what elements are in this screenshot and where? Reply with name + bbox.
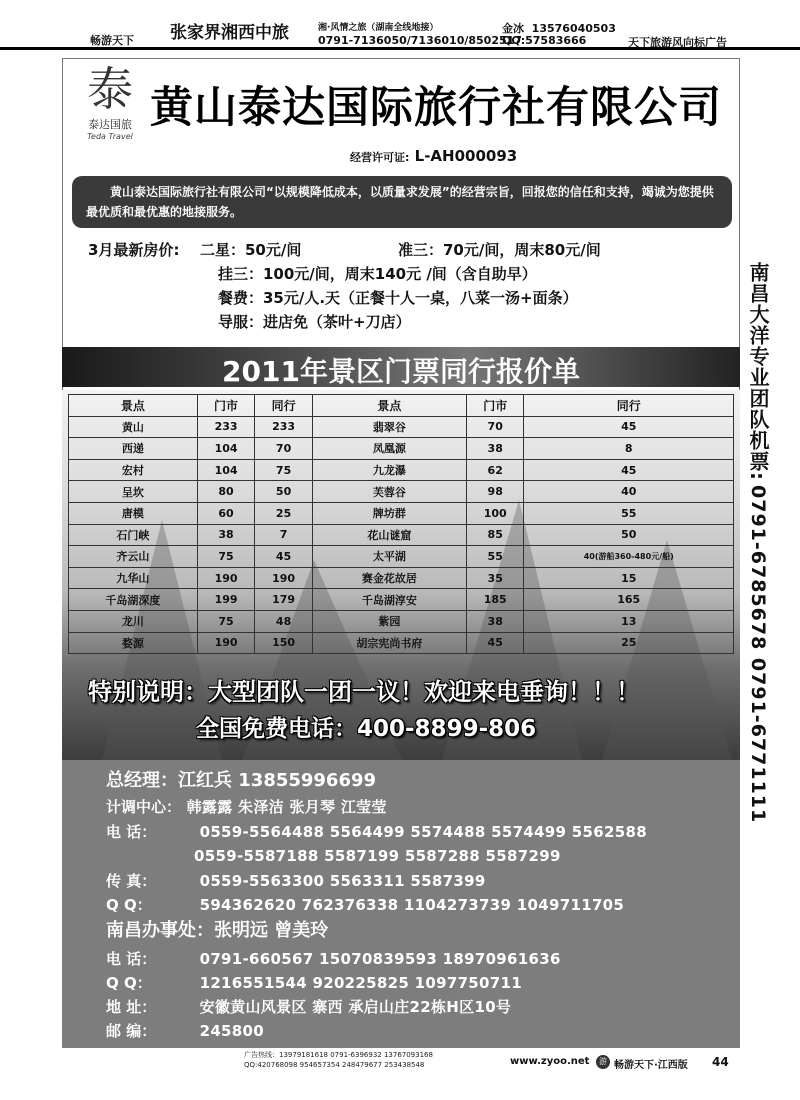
price-guide: 导服：进店免（茶叶+刀店）: [218, 313, 411, 331]
top-contact: 金冰 13576040503: [502, 22, 616, 35]
ticket-cell: 98: [466, 481, 524, 503]
ticket-cell: 翡翠谷: [312, 416, 466, 438]
logo-en: Teda Travel: [87, 132, 133, 141]
ticket-cell: 15: [524, 567, 734, 589]
ticket-header-row: [69, 395, 734, 417]
footer-badge-icon: 游: [596, 1055, 610, 1069]
ticket-cell: 芙蓉谷: [312, 481, 466, 503]
ticket-row: [69, 502, 734, 524]
footer-url: www.zyoo.net: [510, 1056, 590, 1067]
nc-qq-label: Q Q：: [106, 974, 152, 992]
ticket-cell: 38: [466, 438, 524, 460]
license-number: L-AH000093: [414, 147, 518, 165]
top-right-slogan: 天下旅游风向标广告: [628, 36, 727, 49]
intro-box: 黄山泰达国际旅行社有限公司“以规模降低成本，以质量求发展”的经营宗旨，回报您的信任和支持，竭诚为您提供最优质和最优惠的地接服务。: [72, 176, 732, 228]
ticket-cell: 104: [197, 459, 255, 481]
price-semi-three: 准三：70元/间，周末80元/间: [398, 241, 601, 259]
price-meals: 餐费：35元/人.天（正餐十人一桌，八菜一汤+面条）: [218, 289, 578, 307]
company-title: 黄山泰达国际旅行社有限公司: [150, 83, 722, 133]
ticket-cell: 7: [255, 524, 313, 546]
ticket-cell: 赛金花故居: [312, 567, 466, 589]
ticket-cell: 60: [197, 502, 255, 524]
ticket-cell: 凤凰源: [312, 438, 466, 460]
ticket-cell: 胡宗宪尚书府: [312, 632, 466, 654]
ticket-cell: 九华山: [69, 567, 198, 589]
ticket-row: [69, 589, 734, 611]
ticket-cell: 75: [255, 459, 313, 481]
ticket-cell: 宏村: [69, 459, 198, 481]
company-logo: [74, 62, 146, 152]
ticket-cell: 13: [524, 610, 734, 632]
ticket-body: [69, 416, 734, 654]
price-list: [88, 238, 601, 334]
tel-line1: 0559-5564488 5564499 5574488 5574499 5562588: [199, 823, 647, 841]
ticket-cell: 婺源: [69, 632, 198, 654]
col-header: 同行: [524, 395, 734, 417]
ticket-cell: 38: [197, 524, 255, 546]
ticket-cell: 黄山: [69, 416, 198, 438]
price-three-star: 挂三：100元/间，周末140元 /间（含自助早）: [218, 265, 537, 283]
side-ad-phones: 0791-6785678 0791-6771111: [747, 485, 769, 824]
ticket-cell: 104: [197, 438, 255, 460]
ticket-cell: 150: [255, 632, 313, 654]
ticket-row: [69, 459, 734, 481]
top-tagline: 湘·风情之旅（湖南全线地接）: [318, 23, 439, 33]
price-label: 3月最新房价:: [88, 241, 180, 259]
ticket-cell: 45: [466, 632, 524, 654]
ticket-cell: 千岛湖淳安: [312, 589, 466, 611]
logo-cn: 泰达国旅: [88, 118, 132, 131]
price-two-star: 二星：50元/间: [200, 241, 302, 259]
ticket-cell: 190: [197, 567, 255, 589]
top-ad-bar: [0, 0, 800, 50]
ticket-cell: 45: [524, 459, 734, 481]
nc-tel-label: 电 话：: [106, 950, 157, 968]
ticket-cell: 233: [197, 416, 255, 438]
ticket-cell: 62: [466, 459, 524, 481]
dispatch-label: 计调中心：: [106, 798, 182, 816]
footer-ad-line2: QQ:420768098 954657354 248479677 253438548: [244, 1061, 425, 1069]
ticket-cell: 55: [466, 546, 524, 568]
ticket-cell: 55: [524, 502, 734, 524]
contact-panel: [62, 760, 740, 1048]
address: 安徽黄山风景区 寨西 承启山庄22栋H区10号: [199, 998, 512, 1016]
zip-label: 邮 编：: [106, 1022, 157, 1040]
footer: [0, 1050, 800, 1080]
ticket-cell: 45: [255, 546, 313, 568]
ticket-cell: 呈坎: [69, 481, 198, 503]
hotline: 全国免费电话：400-8899-806: [196, 716, 537, 742]
ticket-cell: 165: [524, 589, 734, 611]
special-note: 特别说明：大型团队一团一议！欢迎来电垂询！！！: [88, 678, 640, 706]
ticket-row: [69, 567, 734, 589]
ticket-cell: 185: [466, 589, 524, 611]
ticket-row: [69, 416, 734, 438]
ticket-row: [69, 438, 734, 460]
ticket-cell: 唐模: [69, 502, 198, 524]
ticket-cell: 233: [255, 416, 313, 438]
col-header: 同行: [255, 395, 313, 417]
ticket-cell: 牌坊群: [312, 502, 466, 524]
qq-numbers: 594362620 762376338 1104273739 1049711705: [199, 896, 625, 914]
ticket-cell: 75: [197, 610, 255, 632]
ticket-cell: 8: [524, 438, 734, 460]
fax-numbers: 0559-5563300 5563311 5587399: [199, 872, 486, 890]
ticket-cell: 50: [524, 524, 734, 546]
ticket-cell: 25: [524, 632, 734, 654]
top-brand: 张家界湘西中旅: [170, 23, 289, 43]
ticket-cell: 199: [197, 589, 255, 611]
nc-tel-numbers: 0791-660567 15070839593 18970961636: [199, 950, 561, 968]
ticket-cell: 35: [466, 567, 524, 589]
gm-line: 总经理：江红兵 13855996699: [106, 770, 377, 791]
ticket-banner: [62, 347, 740, 387]
col-header: 景点: [69, 395, 198, 417]
ticket-cell: 西递: [69, 438, 198, 460]
tel-line2: 0559-5587188 5587199 5587288 5587299: [194, 847, 561, 865]
ticket-cell: 48: [255, 610, 313, 632]
page-number: 44: [712, 1055, 729, 1069]
ticket-cell: 75: [197, 546, 255, 568]
ticket-cell: 紫园: [312, 610, 466, 632]
zip: 245800: [199, 1022, 265, 1040]
top-phones: 0791-7136050/7136010/8502517: [318, 34, 522, 47]
col-header: 门市: [466, 395, 524, 417]
ticket-cell: 85: [466, 524, 524, 546]
ticket-cell: 石门峡: [69, 524, 198, 546]
dispatch-names: 韩露露 朱泽洁 张月琴 江莹莹: [186, 798, 387, 816]
ticket-cell: 45: [524, 416, 734, 438]
ticket-cell: 190: [197, 632, 255, 654]
col-header: 景点: [312, 395, 466, 417]
ticket-cell: 40(游船360-480元/船): [524, 546, 734, 568]
ticket-cell: 100: [466, 502, 524, 524]
top-qq: QQ:57583666: [502, 34, 587, 47]
nc-qq-numbers: 1216551544 920225825 1097750711: [199, 974, 522, 992]
col-header: 门市: [197, 395, 255, 417]
ticket-cell: 齐云山: [69, 546, 198, 568]
address-label: 地 址：: [106, 998, 157, 1016]
tel-label: 电 话：: [106, 823, 157, 841]
ticket-cell: 38: [466, 610, 524, 632]
ticket-cell: 70: [466, 416, 524, 438]
side-ad-title: 南昌大洋专业团队机票:: [746, 262, 770, 481]
ticket-cell: 50: [255, 481, 313, 503]
footer-tag: 畅游天下·江西版: [614, 1060, 688, 1071]
ticket-row: [69, 632, 734, 654]
ticket-cell: 25: [255, 502, 313, 524]
ticket-cell: 190: [255, 567, 313, 589]
ticket-cell: 花山谜窟: [312, 524, 466, 546]
ticket-row: [69, 524, 734, 546]
ticket-table: [68, 394, 734, 654]
ticket-cell: 千岛湖深度: [69, 589, 198, 611]
ticket-row: [69, 481, 734, 503]
ticket-cell: 40: [524, 481, 734, 503]
fax-label: 传 真：: [106, 872, 157, 890]
license-label: 经营许可证:: [350, 151, 410, 164]
ticket-row: [69, 610, 734, 632]
ticket-banner-title: 2011年景区门票同行报价单: [222, 355, 580, 388]
footer-ad-line1: 广告热线：13979181618 0791-6396932 13767093168: [244, 1051, 433, 1059]
nanchang-office: 南昌办事处：张明远 曾美玲: [106, 920, 329, 941]
ticket-cell: 80: [197, 481, 255, 503]
qq-label: Q Q：: [106, 896, 152, 914]
logo-mark: 泰: [87, 62, 133, 116]
ticket-cell: 龙川: [69, 610, 198, 632]
ticket-cell: 70: [255, 438, 313, 460]
ticket-cell: 太平湖: [312, 546, 466, 568]
footer-ads: [244, 1050, 433, 1070]
ticket-cell: 九龙瀑: [312, 459, 466, 481]
top-left-slogan: 畅游天下: [90, 34, 134, 47]
ticket-row: [69, 546, 734, 568]
side-ad: [746, 262, 780, 823]
license: [350, 147, 517, 165]
ticket-cell: 179: [255, 589, 313, 611]
